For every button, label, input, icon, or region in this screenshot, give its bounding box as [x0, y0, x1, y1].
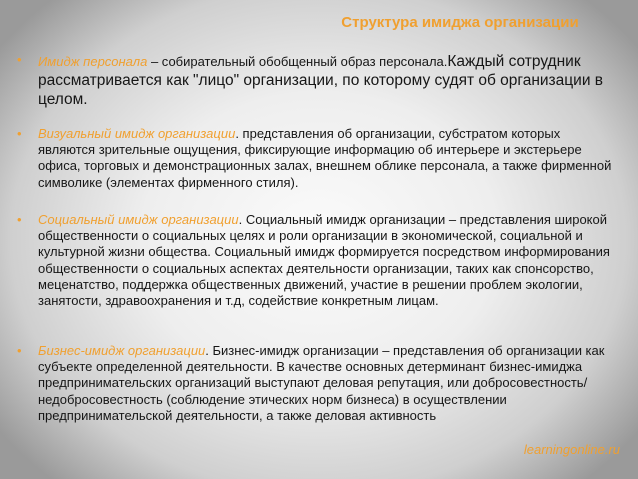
item-separator: . — [238, 212, 246, 227]
item-text: Социальный имидж организации – представления широкой общественности о социальных целях и роли организации в экономической, социальной и культурной жизни общества. Социальный имидж формируется посредством информирования общественности о социальных аспектах деятельности организации, таких как спонсорство, меценатство, поддержка общественных движений, участие в решении проблем экологии, занятости, здравоохранения и т.д, содействие конкретным лицам. — [38, 212, 610, 309]
item-separator: – — [147, 54, 162, 69]
item-term: Бизнес-имидж организации — [38, 343, 206, 358]
footer-source: learningonline.ru — [523, 442, 620, 457]
list-item-visual-image — [17, 126, 618, 191]
item-text: собирательный обобщенный образ персонала. — [161, 54, 448, 69]
slide-title: Структура имиджа организации — [341, 14, 579, 31]
item-separator: . — [205, 343, 213, 358]
item-term: Социальный имидж организации — [38, 212, 239, 227]
item-text: представления об организации, субстратом которых являются зрительные ощущения, фиксирующие информацию об интерьере и экстерьере офиса, торговых и демонстрационных залах, внешнем облике персонала, а также фирменной символике (элементах фирменного стиля). — [38, 126, 612, 190]
list-item-business-image — [17, 343, 618, 424]
list-item-personnel-image — [17, 52, 618, 109]
list-item-social-image — [17, 212, 618, 309]
item-separator: . — [235, 126, 243, 141]
item-term: Имидж персонала — [38, 54, 148, 69]
item-text-large: Каждый сотрудник рассматривается как "лицо" организации, по которому судят об организации в целом. — [38, 53, 604, 108]
bullet-icon: • — [17, 343, 22, 358]
bullet-icon: • — [17, 212, 22, 227]
item-term: Визуальный имидж организации — [38, 126, 236, 141]
bullet-icon: • — [17, 52, 22, 67]
bullet-icon: • — [17, 126, 22, 141]
item-text: Бизнес-имидж организации – представления об организации как субъекте определенной деятельности. В качестве основных детерминант бизнес-имиджа предпринимательских организаций выступают деловая репутация, или добросовестность/недобросовестность (соблюдение этических норм бизнеса) в осуществлении предпринимательской деятельности, а также деловая активность — [38, 343, 605, 423]
